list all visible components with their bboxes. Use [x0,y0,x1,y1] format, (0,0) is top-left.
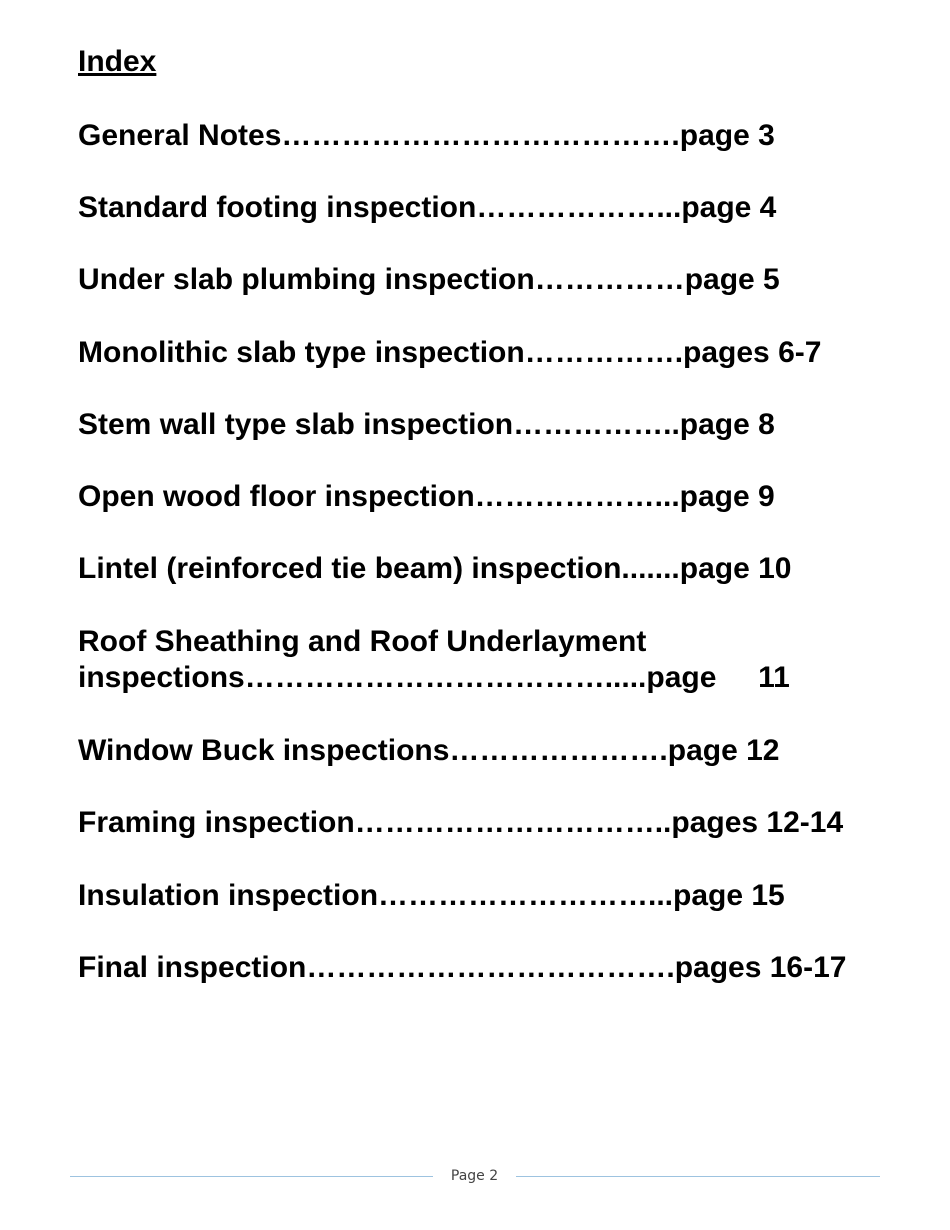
toc-entry-stem-wall-slab: Stem wall type slab inspection……………..page 8 [78,408,775,441]
toc-entry-general-notes: General Notes………………………………….page 3 [78,119,775,152]
page-number: Page 2 [450,1168,499,1184]
footer-divider-right [516,1176,880,1177]
toc-entry-lintel: Lintel (reinforced tie beam) inspection.......page 10 [78,552,792,585]
footer-divider-left [70,1176,433,1177]
toc-entry-under-slab-plumbing: Under slab plumbing inspection……………page 5 [78,263,780,296]
toc-entry-open-wood-floor: Open wood floor inspection………………...page 9 [78,480,775,513]
page-footer [70,1164,880,1188]
toc-entry-insulation: Insulation inspection………………………...page 15 [78,879,785,912]
toc-entry-window-buck: Window Buck inspections………………….page 12 [78,734,780,767]
toc-entry-roof-sheathing-line2: inspections……………………………….....page 11 [78,661,790,694]
toc-entry-final: Final inspection……………………………….pages 16-17 [78,951,847,984]
toc-entry-roof-sheathing-line1: Roof Sheathing and Roof Underlayment [78,625,647,658]
toc-entry-framing: Framing inspection…………………………..pages 12-14 [78,806,844,839]
index-heading: Index [78,45,157,78]
toc-entry-monolithic-slab: Monolithic slab type inspection…………….pages 6-7 [78,336,822,369]
toc-entry-standard-footing: Standard footing inspection………………...page 4 [78,191,777,224]
